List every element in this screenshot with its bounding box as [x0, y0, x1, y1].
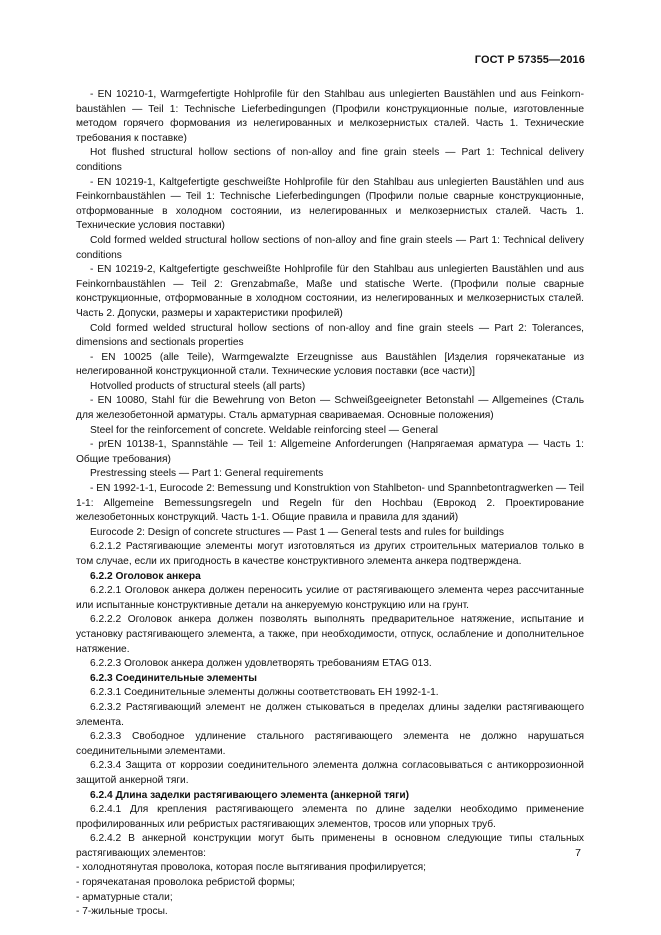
- paragraph: 6.2.3.3 Свободное удлинение стального растягивающего элемента не должно нарушаться соединительными элементами.: [76, 731, 584, 757]
- paragraph: 6.2.4.2 В анкерной конструкции могут быть применены в основном следующие типы стальных растягивающих элементов:: [76, 833, 584, 859]
- standard-header: ГОСТ Р 57355—2016: [474, 54, 585, 66]
- list-item: - арматурные стали;: [76, 891, 173, 903]
- page-number: 7: [575, 847, 581, 859]
- paragraph: 6.2.2.2 Оголовок анкера должен позволять выполнять предварительное натяжение, испытание и установку растягивающего элемента, а также, при необходимости, отпуск, ослабление и дополнительное натяжение.: [76, 614, 584, 655]
- paragraph: 6.2.3.4 Защита от коррозии соединительного элемента должна согласовываться с антикоррозионной защитой анкерной тяги.: [76, 760, 584, 786]
- paragraph: 6.2.3.2 Растягивающий элемент не должен стыковаться в пределах длины заделки растягивающего элемента.: [76, 701, 584, 728]
- paragraph: - EN 10219-1, Kaltgefertigte geschweißte Hohlprofile für den Stahlbau aus unlegierten Baustählen und aus Feinkornbaustählen — Teil 1: Technische Lieferbedingungen (Профили полые сварные конструкционные, отформованные в холодном состоянии, из нелегированных и мелкозернистых сталей. Часть 1. Технические условия поставки): [76, 176, 584, 232]
- list-item: - холоднотянутая проволока, которая после вытягивания профилируется;: [76, 862, 426, 874]
- paragraph: Eurocode 2: Design of concrete structures — Past 1 — General tests and rules for buildings: [90, 526, 504, 538]
- paragraph: - EN 1992-1-1, Eurocode 2: Bemessung und Konstruktion von Stahlbeton- und Spannbetontragwerken — Teil 1-1: Allgemeine Bemessungsregeln und Regeln für den Hochbau (Еврокод 2. Проектирование железобетонных конструкций. Часть 1-1. Общие правила и правила для зданий): [76, 483, 584, 524]
- paragraph: 6.2.3.1 Соединительные элементы должны соответствовать ЕН 1992-1-1.: [90, 687, 439, 699]
- paragraph: Steel for the reinforcement of concrete. Weldable reinforcing steel — General: [90, 424, 439, 436]
- paragraph: - EN 10219-2, Kaltgefertigte geschweißte Hohlprofile für den Stahlbau aus unlegierten Baustählen und aus Feinkornbaustählen — Teil 2: Grenzabmaße, Maße und statische Werte. (Профили полые сварные конструкционные, отформованные в холодном состоянии, из нелегированных и мелкозернистых сталей. Часть 2. Допуски, размеры и характеристики профилей): [76, 264, 584, 319]
- section-heading: 6.2.3 Соединительные элементы: [90, 672, 257, 684]
- paragraph: 6.2.2.1 Оголовок анкера должен переносить усилие от растягивающего элемента через рассчитанные или испытанные конструктивные детали на анкеруемую конструкцию или на грунт.: [76, 585, 584, 611]
- section-heading: 6.2.2 Оголовок анкера: [90, 570, 201, 582]
- paragraph: - EN 10210-1, Warmgefertigte Hohlprofile für den Stahlbau aus unlegierten Baustählen und aus Feinkorn-baustählen — Teil 1: Technische Lieferbedingungen (Профили конструкционные полые, изготовленные методом горячего формования из нелегированных и мелкозернистых сталей. Часть 1. Технические требования к поставке): [76, 89, 584, 144]
- paragraph: 6.2.2.3 Оголовок анкера должен удовлетворять требованиям ETAG 013.: [90, 658, 432, 670]
- paragraph: Hot flushed structural hollow sections of non-alloy and fine grain steels — Part 1: Technical delivery conditions: [76, 147, 584, 173]
- paragraph: Cold formed welded structural hollow sections of non-alloy and fine grain steels — Part 1: Technical delivery conditions: [76, 234, 584, 261]
- list-item: - горячекатаная проволока ребристой формы;: [76, 877, 296, 889]
- paragraph: 6.2.1.2 Растягивающие элементы могут изготовляться из других строительных материалов только в том случае, если их пригодность в качестве конструктивного элемента анкера подтверждена.: [76, 541, 584, 567]
- list-item: - 7-жильные тросы.: [76, 906, 168, 918]
- paragraph: - EN 10080, Stahl für die Bewehrung von Beton — Schweißgeeigneter Betonstahl — Allgemeines (Сталь для железобетонной арматуры. Сталь арматурная свариваемая. Основные положения): [76, 395, 584, 422]
- paragraph: Cold formed welded structural hollow sections of non-alloy and fine grain steels — Part 2: Tolerances, dimensions and sectionals properties: [76, 322, 584, 349]
- paragraph: Prestressing steels — Part 1: General requirements: [90, 468, 324, 480]
- paragraph: Hotvolled products of structural steels (all parts): [90, 380, 306, 392]
- section-heading: 6.2.4 Длина заделки растягивающего элемента (анкерной тяги): [90, 789, 410, 801]
- document-body: [76, 88, 584, 920]
- paragraph: - prEN 10138-1, Spannstähle — Teil 1: Allgemeine Anforderungen (Напрягаемая арматура — Часть 1: Общие требования): [76, 439, 584, 465]
- paragraph: - EN 10025 (alle Teile), Warmgewalzte Erzeugnisse aus Baustählen [Изделия горячекатаные из нелегированной конструкционной стали. Технические условия поставки (все части)]: [76, 351, 584, 378]
- paragraph: 6.2.4.1 Для крепления растягивающего элемента по длине заделки необходимо применение профилированных или ребристых растягивающих элементов, тросов или упорных труб.: [76, 804, 584, 830]
